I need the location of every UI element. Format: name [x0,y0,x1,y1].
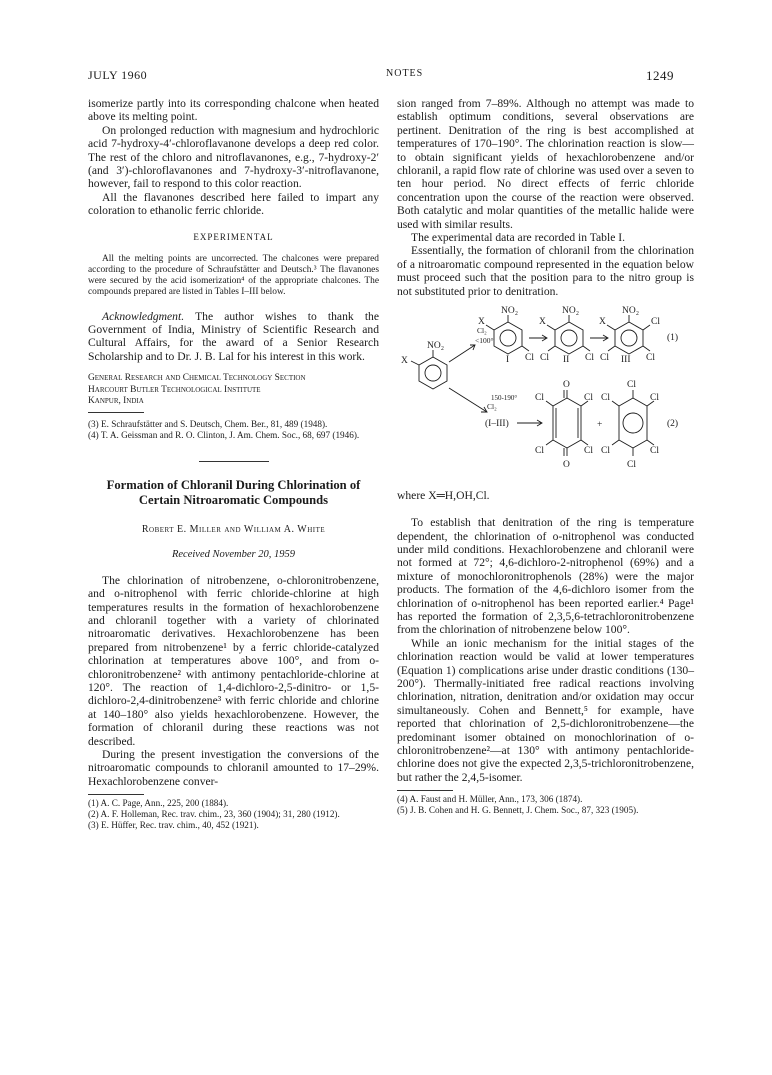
compound-label: II [563,355,570,366]
substituent-no2: NO₂ [427,341,445,352]
paragraph: sion ranged from 7–89%. Although no attempt was made to establish optimum conditions, several observations are pertinent. Denitration of the ring is best accomplished at temperatures of 170–190°. The chlorination reaction is slow—to obtain significant yields of hexachlorobenzene and/or chloranil, a rapid flow rate of chlorine was used over a seven to ten hour period. No direct effects of ferric chloride concentration upon the course of the reaction were observed. Both catalytic and molar quantities of the metallic halide were used with similar results. [397,97,694,231]
compound-label: III [621,355,631,366]
paragraph: On prolonged reduction with magnesium and hydrochloric acid 7-hydroxy-4′-chloroflavanone develops a deep red color. The rest of the chloro and nitroflavanones, e.g., 7-hydroxy-2′(and 3′)-chloroflavanones and 7-hydroxy-3′-nitroflavanone, however, fail to respond to this color reaction. [88,123,379,191]
atom-oxygen: O [563,460,570,471]
left-column [88,97,379,831]
substituent-cl: Cl [535,393,544,404]
substituent-no2: NO₂ [622,306,640,317]
compound-label: I [506,355,510,366]
acknowledgment-text: The author wishes to thank the Government of India, Ministry of Scientific Research and Cultural Affairs, for the award of a Senior Research Scholarship and to Dr. J. B. Lal for his interest in this work. [88,309,379,363]
reagent-cl2: Cl₂ [487,402,497,412]
paragraph: The experimental data are recorded in Table I. [411,231,625,245]
paragraph: While an ionic mechanism for the initial stages of the chlorination reaction would be valid at lower temperatures (Equation 1) complications arise under drastic conditions (130–200°). Thermally-initiated free radical reactions involving chlorination, nitration, denitration and/or oxidation may occur simultaneously. Cohen and Bennett,⁵ for example, have reported that chlorination of 2,5-dichloronitrobenzene—the predominant isomer obtained on monochlorination of o-chloronitrobenzene²—at 130° with antimony pentachloride-chlorine does not give the expected 2,3,5-trichloronitrobenzene, but rather the 2,4,5-isomer. [397,636,694,784]
acknowledgment [88,310,379,364]
substituent-cl: Cl [601,393,610,404]
affiliation-line: General Research and Chemical Technology Section [88,373,306,384]
substituent-cl: Cl [650,446,659,457]
reference: (4) T. A. Geissman and R. O. Clinton, J. Am. Chem. Soc., 68, 697 (1946). [88,429,360,440]
paragraph: The chlorination of nitrobenzene, o-chloronitrobenzene, and o-nitrophenol with ferric chloride-chlorine at high temperatures results in the formation of hexachlorobenzene and chloranil together with a variety of chlorinated nitroaromatic derivatives. Hexachlorobenzene has been prepared from nitrobenzene¹ by a ferric chloride-catalyzed chlorination at temperatures above 100°, and from o-chloronitrobenzene² with antimony pentachloride-chlorine at 120°. The reaction of 1,4-dichloro-2,5-dinitro- or 1,5-dichloro-2,4-dinitrobenzene³ with ferric chloride and chlorine at 140–180° also yields hexachlorobenzene. However, the formation of chloranil during these reactions was not described. [88,573,379,748]
reference: (3) E. Schraufstätter and S. Deutsch, Chem. Ber., 81, 489 (1948). [88,418,328,429]
footnote: (1) A. C. Page, Ann., 225, 200 (1884). [88,798,229,809]
paragraph: Essentially, the formation of chloranil from the chlorination of a nitroaromatic compound represented in the equation below must proceed such that the position para to the nitro group is not substituted prior to denitration. [397,244,694,298]
paragraph: isomerize partly into its corresponding chalcone when heated above its melting point. [88,97,379,124]
substituent-cl: Cl [646,353,655,364]
paragraph: All the flavanones described here failed to impart any coloration to ethanolic ferric chloride. [88,190,379,218]
footnote-divider [88,412,144,413]
substituent-x: X [401,356,408,367]
footnote: (3) E. Hüffer, Rec. trav. chim., 40, 452 (1921). [88,820,259,831]
benzene-ring-iii [615,322,643,354]
substituent-cl: Cl [535,446,544,457]
affiliation [88,373,379,408]
scheme-legend: where X═H,OH,Cl. [397,489,490,503]
substituent-cl: Cl [525,353,534,364]
atom-oxygen: O [563,380,570,391]
substituent-x: X [599,317,606,328]
reagent-cl2: Cl₂ [477,326,487,336]
footnote-divider [397,790,453,791]
affiliation-line: Harcourt Butler Technological Institute [88,384,261,395]
condition-temperature: <100° [475,336,494,346]
article-authors: Robert E. Miller and William A. White [141,523,326,535]
chloranil-ring [553,398,581,448]
footnote: (4) A. Faust and H. Müller, Ann., 173, 306 (1874). [397,794,583,805]
benzene-ring-ii [555,322,583,354]
substituent-cl: Cl [650,393,659,404]
substituent-cl: Cl [627,460,636,471]
substituent-cl: Cl [601,446,610,457]
reaction-scheme [397,300,694,480]
arrow [449,388,487,412]
footnote: (5) J. B. Cohen and H. G. Bennett, J. Chem. Soc., 87, 323 (1905). [397,805,639,816]
benzene-ring-i [494,322,522,354]
equation-number: (1) [667,333,679,344]
right-column [397,97,694,816]
running-head-date: JULY 1960 [88,68,148,82]
footnote: (2) A. F. Holleman, Rec. trav. chim., 23, 360 (1904); 31, 280 (1912). [88,809,340,820]
equation-number: (2) [667,419,679,430]
substituent-cl: Cl [585,353,594,364]
paragraph: During the present investigation the conversions of the nitroaromatic compounds to chloranil amounted to 17–29%. Hexachlorobenzene conver- [88,748,379,788]
substituent-cl: Cl [540,353,549,364]
section-heading-experimental: EXPERIMENTAL [193,231,274,242]
compounds-i-iii: (I–III) [485,419,509,430]
substituent-no2: NO₂ [501,306,519,317]
substituent-x: X [539,317,546,328]
article-title: Formation of Chloranil During Chlorination of Certain Nitroaromatic Compounds [106,477,361,507]
substituent-x: X [478,317,485,328]
acknowledgment-label: Acknowledgment. [102,309,185,323]
running-head-section: NOTES [386,68,424,79]
substituent-cl: Cl [584,446,593,457]
arrow [449,345,475,362]
paragraph: To establish that denitration of the ring is temperature dependent, the chlorination of o-nitrophenol was conducted under mild conditions. Hexachlorobenzene and chloranil were not formed at 72°; 4,6-dichloro-2-nitrophenol (69%) and a mixture of monochloronitrophenols (28%) were the major products. The formation of the 4,6-dichloro isomer from the chlorination of o-nitrophenol has been reported earlier.⁴ Page¹ has reported the formation of 2,3,5,6-tetrachloronitrobenzene from the chlorination of nitrobenzene below 100°. [397,516,694,637]
affiliation-line: Kanpur, India [88,396,144,407]
received-date: Received November 20, 1959 [171,548,296,560]
condition-temperature: 150-190° [491,394,518,403]
footnote-divider [88,794,144,795]
plus-sign: + [597,420,603,431]
substituent-cl: Cl [584,393,593,404]
page-number: 1249 [646,68,674,83]
substituent-cl: Cl [627,380,636,391]
substituent-cl: Cl [600,353,609,364]
article-divider [199,461,269,462]
benzene-ring-start [419,357,447,389]
experimental-text: All the melting points are uncorrected. The chalcones were prepared according to the procedure of Schraufstätter and Deutsch.³ The flavanones were secured by the acid isomerization⁴ of the appropriate chalcones. The compounds prepared are listed in Tables I–III below. [88,253,379,297]
substituent-no2: NO₂ [562,306,580,317]
substituent-cl: Cl [651,317,660,328]
